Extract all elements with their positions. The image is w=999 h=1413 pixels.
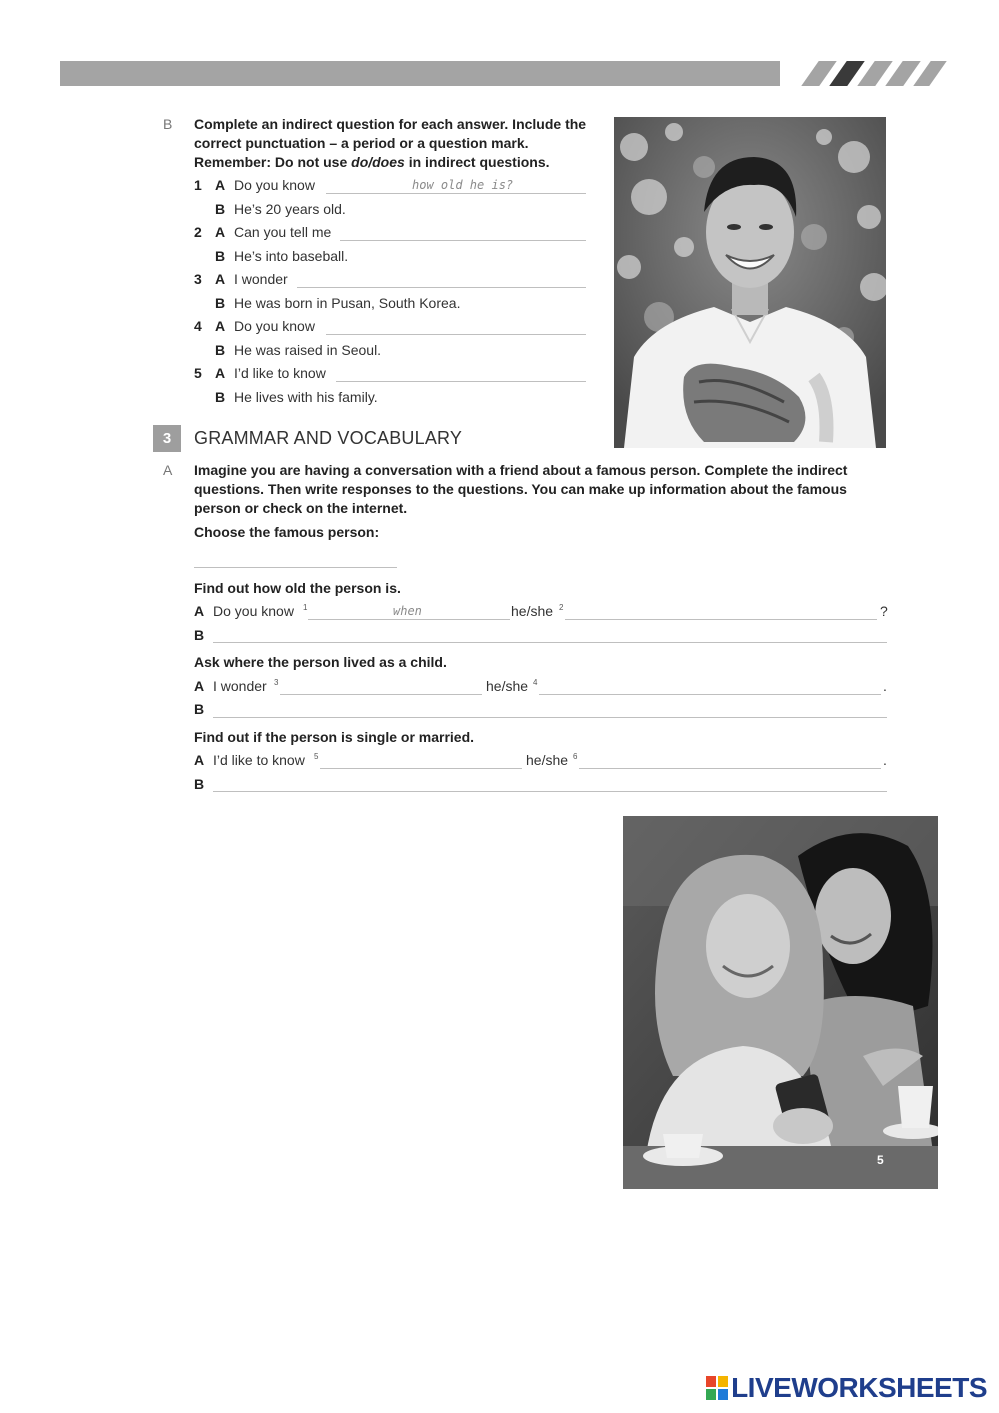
section-title: GRAMMAR AND VOCABULARY xyxy=(194,428,463,448)
item-number: 4 xyxy=(194,318,202,334)
photo-women-with-phone xyxy=(623,816,938,1189)
exercise-b-letter: B xyxy=(163,116,173,132)
question-middle: he/she xyxy=(511,603,554,619)
group-heading: Find out how old the person is. xyxy=(194,580,401,596)
item-question-start: Do you know xyxy=(234,318,315,334)
group-heading: Ask where the person lived as a child. xyxy=(194,654,447,670)
answer-line xyxy=(308,619,510,620)
liveworksheets-logo[interactable] xyxy=(706,1372,987,1404)
response-line xyxy=(213,791,887,792)
page-number: 5 xyxy=(877,1153,884,1167)
instruction-line: correct punctuation – a period or a question mark. xyxy=(194,135,529,151)
instruction-line: questions. Then write responses to the questions. You can make up information about the famous xyxy=(194,481,847,497)
famous-person-input[interactable] xyxy=(196,549,394,566)
end-punctuation: . xyxy=(883,678,887,694)
answer-input[interactable] xyxy=(581,752,879,768)
item-question-start: Can you tell me xyxy=(234,224,332,240)
blank-number: 3 xyxy=(274,678,279,687)
answer-input[interactable] xyxy=(305,272,580,287)
answer-line xyxy=(297,287,586,288)
item-answer-text: He lives with his family. xyxy=(234,389,378,405)
banner-bar xyxy=(60,61,780,86)
speaker-a-label: A xyxy=(215,177,226,193)
exercise-a-letter: A xyxy=(163,462,173,478)
answer-input[interactable] xyxy=(350,225,580,240)
answer-line xyxy=(340,240,586,241)
choose-person-label: Choose the famous person: xyxy=(194,524,380,540)
speaker-b-label: B xyxy=(215,248,226,264)
response-input[interactable] xyxy=(215,775,885,791)
item-number: 3 xyxy=(194,271,202,287)
item-answer-text: He’s into baseball. xyxy=(234,248,349,264)
answer-line xyxy=(565,619,877,620)
answer-input[interactable] xyxy=(567,603,875,619)
response-input[interactable] xyxy=(215,701,885,717)
answer-input[interactable]: how old he is? xyxy=(412,178,514,192)
exercise-b-instructions xyxy=(194,115,604,172)
answer-input[interactable]: when xyxy=(393,604,422,618)
photo-man-baseball-glove xyxy=(614,117,886,448)
speaker-a-label: A xyxy=(215,271,226,287)
section-number-badge: 3 xyxy=(153,425,181,452)
banner-stripe xyxy=(913,61,947,86)
speaker-b-label: B xyxy=(215,201,226,217)
item-question-start: I’d like to know xyxy=(234,365,326,381)
famous-person-line xyxy=(194,567,397,568)
speaker-a-label: A xyxy=(194,752,205,768)
answer-line xyxy=(539,694,881,695)
speaker-b-label: B xyxy=(215,342,226,358)
response-line xyxy=(213,717,887,718)
answer-input[interactable] xyxy=(335,319,580,334)
blank-number: 1 xyxy=(303,603,308,612)
item-number: 2 xyxy=(194,224,202,240)
item-answer-text: He was raised in Seoul. xyxy=(234,342,382,358)
blank-number: 5 xyxy=(314,752,319,761)
speaker-b-label: B xyxy=(194,701,205,717)
question-start: I wonder xyxy=(213,678,267,694)
exercise-a-instructions xyxy=(194,461,894,518)
answer-line xyxy=(579,768,881,769)
speaker-b-label: B xyxy=(194,776,205,792)
end-punctuation: ? xyxy=(880,603,888,619)
question-start: I’d like to know xyxy=(213,752,305,768)
instruction-text: in indirect questions. xyxy=(404,154,550,170)
response-line xyxy=(213,642,887,643)
photo-women-illustration xyxy=(623,816,938,1189)
question-middle: he/she xyxy=(526,752,569,768)
end-punctuation: . xyxy=(883,752,887,768)
answer-line xyxy=(336,381,586,382)
response-input[interactable] xyxy=(215,626,885,642)
item-number: 5 xyxy=(194,365,202,381)
top-banner xyxy=(60,61,938,86)
item-answer-text: He was born in Pusan, South Korea. xyxy=(234,295,461,311)
blank-number: 2 xyxy=(559,603,564,612)
blank-number: 6 xyxy=(573,752,578,761)
answer-input[interactable] xyxy=(345,366,580,381)
question-start: Do you know xyxy=(213,603,294,619)
group-heading: Find out if the person is single or married. xyxy=(194,729,475,745)
item-question-start: I wonder xyxy=(234,271,288,287)
speaker-a-label: A xyxy=(215,365,226,381)
speaker-a-label: A xyxy=(194,603,205,619)
speaker-b-label: B xyxy=(194,627,205,643)
item-question-start: Do you know xyxy=(234,177,315,193)
speaker-a-label: A xyxy=(215,318,226,334)
speaker-b-label: B xyxy=(215,389,226,405)
answer-line xyxy=(320,768,522,769)
instruction-emphasis: do/does xyxy=(351,154,405,170)
logo-icon xyxy=(706,1376,728,1400)
speaker-a-label: A xyxy=(194,678,205,694)
blank-number: 4 xyxy=(533,678,538,687)
photo-man-illustration xyxy=(614,117,886,448)
instruction-line xyxy=(194,153,604,172)
instruction-line: Complete an indirect question for each answer. Include the xyxy=(194,116,587,132)
question-middle: he/she xyxy=(486,678,529,694)
answer-input[interactable] xyxy=(282,678,480,694)
answer-input[interactable] xyxy=(322,752,520,768)
instruction-line: Imagine you are having a conversation with a friend about a famous person. Complete the indirect xyxy=(194,462,848,478)
answer-line xyxy=(326,334,586,335)
speaker-b-label: B xyxy=(215,295,226,311)
answer-line xyxy=(326,193,586,194)
instruction-text: Remember: Do not use xyxy=(194,154,352,170)
speaker-a-label: A xyxy=(215,224,226,240)
item-answer-text: He’s 20 years old. xyxy=(234,201,346,217)
instruction-line: person or check on the internet. xyxy=(194,500,408,516)
item-number: 1 xyxy=(194,177,202,193)
answer-input[interactable] xyxy=(541,678,879,694)
answer-line xyxy=(280,694,482,695)
logo-text: LIVEWORKSHEETS xyxy=(731,1372,987,1403)
